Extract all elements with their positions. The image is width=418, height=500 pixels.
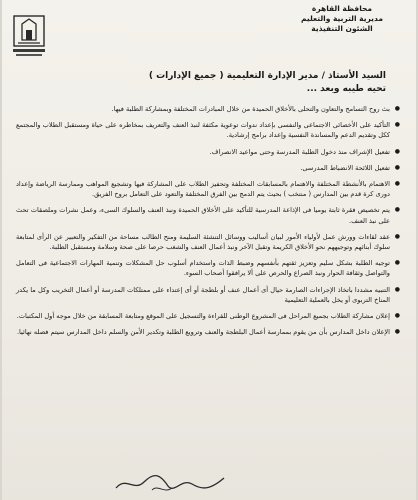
document-page xyxy=(2,0,416,500)
handwritten-signature xyxy=(112,470,232,496)
directive-list xyxy=(16,104,400,343)
list-item: ● توجيه الطلبة بشكل سليم وتعزيز ثقتهم بأنفسهم وضبط الذات واستخدام أسلوب حل المشكلات وتنمية المهارات الاجتماعية فى التعامل والتواصل وثقافة الحوار ونبذ الصراع والحرص على ألا يرافقوا أصحاب السوء. xyxy=(16,258,400,278)
list-item: ● الاهتمام بالأنشطة المختلفة والاهتمام بالمسابقات المختلفة وتحفيز الطلاب على المشاركة فيها وتشجيع المواهب وممارسة الرياضة وإعداد دورى كرة قدم بين المدارس ( منتخب ) بحيث يتم الدمج بين الفرق المختلفة والتعود على التعامل بروح الفريق. xyxy=(16,179,400,199)
list-item: ● يتم تخصيص فقرة ثابتة يوميا فى الإذاعة المدرسية للتأكيد على الأخلاق الحميدة ونبذ العنف والسلوك السىء، وعمل نشرات وملصقات تحث على نبذ العنف. xyxy=(16,205,400,225)
letterhead xyxy=(282,4,402,34)
list-item: ● التنبيه مشددا باتخاذ الإجراءات الصارمة حيال أى أعمال عنف أو بلطجة أو أى إعتداء على ممتلكات المدرسة أو أعمال التخريب وكل ما يكدر المناخ التربوى أو يخل بالعملية التعليمية xyxy=(16,285,400,305)
addressee-title: السيد الأستاذ / مدير الإدارة التعليمية ( جميع الإدارات ) xyxy=(148,71,386,81)
ministry-logo-icon xyxy=(10,10,48,60)
letterhead-directorate: مديرية التربية والتعليم xyxy=(301,14,383,23)
greeting: تحيه طيبه وبعد ... xyxy=(306,84,386,94)
letterhead-governorate: محافظة القاهرة xyxy=(311,4,373,13)
list-item: ● بث روح التسامح والتعاون والتحلى بالأخلاق الحميدة من خلال المبادرات المختلفة وبمشاركة الطلبة فيها. xyxy=(16,104,400,114)
addressee-block xyxy=(36,70,386,96)
list-item: ● الإعلان داخل المدارس بأن من يقوم بممارسة أعمال البلطجة والعنف وترويع الطلبة وتكدير الأمن والسلم داخل المدارس سيتم فصله نهائيا. xyxy=(16,327,400,337)
list-item: ● تفعيل اللائحة الانضباط المدرسى. xyxy=(16,163,400,173)
list-item: ● إعلان مشاركة الطلاب بجميع المراحل فى المشروع الوطنى للقراءة والتسجيل على الموقع ومتابعة المسابقة من خلال موجه أول المكتبات. xyxy=(16,311,400,321)
letterhead-department: الشئون التنفيذية xyxy=(311,24,373,33)
list-item: ● التأكيد على الأخصائى الاجتماعى والنفسى بإعداد ندوات توعوية مكثفة لنبذ العنف والتعريف بمخاطره على حياة ومستقبل الطلاب والمجتمع ككل وتقديم الدعم والمساندة النفسية وإعداد برامج إرشادية. xyxy=(16,120,400,140)
list-item: ● عقد لقاءات وورش عمل لأولياء الأمور لبيان أساليب ووسائل التنشئة السليمة ومنح الطالب مساحة من التفكير والتعبير عن الرأى لمتابعة سلوك أبنائهم وتوجيههم نحو الأخلاق الكريمة وتقبل الآخر ونبذ أعمال العنف والشغب حرصا على صحة وسلامة ومستقبل الطلبة. xyxy=(16,232,400,252)
list-item: ● تفعيل الإشراف منذ دخول الطلبة المدرسة وحتى مواعيد الانصراف. xyxy=(16,147,400,157)
